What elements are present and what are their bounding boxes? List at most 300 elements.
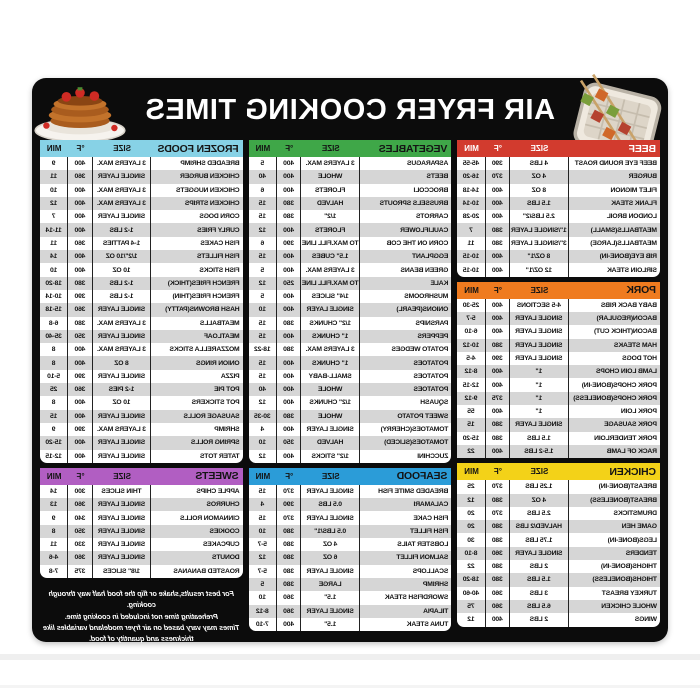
table-row [40,538,243,551]
food-name: HASH BROWNS(PATTY) [165,306,240,314]
food-size: SINGLE LAYER [93,498,152,511]
food-size: 3 LAYERS MAX. [93,343,152,356]
food-name: SHRIMP [214,426,240,434]
food-min: 4-5 [457,352,485,365]
table-row [249,485,452,498]
food-name: BROCCOLI [413,186,449,194]
footer-note-line: For best results,shake or flip the food half way through cooking. [48,588,234,610]
food-temp: 300 [68,485,92,498]
table-row [249,551,452,564]
food-name: PARSNIPS [415,319,449,327]
table-row [249,184,452,197]
food-size: 2.5 LBS [510,507,569,520]
table-row [249,303,452,316]
food-temp: 400 [68,410,92,423]
table-row [249,210,452,223]
food-min: 8-12 [457,365,485,378]
food-size: FLORETS [301,184,360,197]
col-header-size: SIZE [321,144,340,153]
food-size: 3 LAYERS MAX. [93,197,152,210]
table-row [457,365,660,378]
food-name: MEATLOAF [204,333,240,340]
food-name: FISH FILLETS [197,253,240,261]
table-row [457,560,660,573]
food-size: HALVED [301,197,360,210]
food-name: PEPPERS [417,333,449,340]
food-temp: 400 [486,184,510,197]
food-size: 1.75 LBS [510,533,569,546]
food-temp: 400 [486,613,510,626]
table-row [249,578,452,591]
col-header-min: MIN [255,144,271,153]
food-min: 9 [40,423,68,436]
food-size: 3"/SINGLE LAYER [510,237,569,250]
section-title: SWEETS [195,470,239,483]
food-size: 1/2" [301,210,360,223]
food-temp: 390 [68,290,92,303]
food-size: 3 LAYERS MAX. [93,317,152,330]
food-size: FLORETS [301,223,360,236]
food-name: HAM STEAKS [614,341,657,349]
food-temp: 380 [277,565,301,578]
footer-note-line: Preheating time not included in cooking time. [64,611,218,621]
food-name: TATER TOTS [200,452,240,460]
food-min: 6 [249,184,277,197]
food-temp: 400 [277,396,301,409]
col-header-temp: °F [76,144,85,153]
food-size: 12 OZ/1" [510,263,569,276]
table-row [457,507,660,520]
food-temp: 400 [277,223,301,236]
food-name: POTATO WEDGES [391,346,449,354]
footer-note-line: Times may vary based on air fryer modeland variables like [43,622,240,632]
col-header-size: SIZE [530,467,549,477]
food-min: 18-20 [457,573,485,586]
food-min: 11 [457,237,485,250]
food-min: 12 [40,197,68,210]
table-row [249,410,452,423]
food-size: 6 OZ [301,551,360,564]
food-size: SINGLE LAYER [510,418,569,431]
table-row [249,263,452,276]
food-size: THIN SLICES [93,485,152,498]
food-name: SWEET POTATO [397,412,449,420]
table-row [249,170,452,183]
food-temp: 380 [486,494,510,507]
table-row [457,405,660,418]
table-row [457,392,660,405]
food-size: 2 LBS [510,560,569,573]
food-temp: 340 [68,511,92,524]
food-min: 15 [249,210,277,223]
food-temp: 400 [486,210,510,223]
food-temp: 400 [277,250,301,263]
food-size: SINGLE LAYER [301,485,360,498]
food-name: CORN ON THE COB [386,239,449,247]
food-name: SIRLOIN STEAK [607,266,657,274]
food-size: 3 LAYERS MAX. [93,184,152,197]
food-min: 15 [249,370,277,383]
food-temp: 400 [277,356,301,369]
food-name: PORK LOIN [621,408,657,416]
food-size: 2 LBS [510,613,569,626]
table-row [457,547,660,560]
food-temp: 390 [277,498,301,511]
food-name: SQUASH [420,399,449,407]
food-size: 1-2 LBS [93,223,152,236]
food-temp: 380 [486,237,510,250]
table-row [457,587,660,600]
food-temp: 400 [277,618,301,631]
food-temp: 400 [277,170,301,183]
food-name: TILAPIA [423,607,449,615]
section-header [457,140,660,157]
food-temp: 400 [486,299,510,312]
food-size: 0.5 LBS [301,498,360,511]
food-size: 3 LAYERS MAX. [93,423,152,436]
food-name: ZUCCHINI [417,452,449,460]
table-row [249,538,452,551]
food-name: POTATOES [413,359,449,367]
food-name: TOMATOES(SLICED) [384,439,449,447]
food-size: SINGLE LAYER [510,352,569,365]
food-min: 10-12 [457,339,485,352]
food-size: 1/2"/10 OZ [93,250,152,263]
food-size: WHOLE [301,170,360,183]
food-min: 7-10 [249,618,277,631]
table-row [457,325,660,338]
food-name: CORN DOGS [199,213,240,221]
food-size: 1/2" CHUNKS [301,396,360,409]
col-header-size: SIZE [113,471,131,481]
table-row [249,277,452,290]
food-temp: 400 [277,263,301,276]
food-min: 12 [457,494,485,507]
food-temp: 380 [486,418,510,431]
pancakes-plate-image [32,80,128,144]
table-row [40,250,243,263]
table-row [249,511,452,524]
food-name: LOBSTER TAILS [397,541,449,549]
food-temp: 350 [68,525,92,538]
table-row [249,343,452,356]
section-rows [40,157,243,463]
col-header-min: MIN [255,471,271,481]
food-temp: 380 [486,432,510,445]
food-name: POT PIE [214,386,240,394]
food-size: 1" [510,365,569,378]
table-row [249,436,452,449]
table-row [40,170,243,183]
table-row [40,317,243,330]
food-size: 8 OZ/1" [510,250,569,263]
food-temp: 360 [68,237,92,250]
table-row [457,157,660,170]
food-min: 25-30 [457,299,485,312]
food-min: 40 [249,383,277,396]
food-min: 15 [249,250,277,263]
title-bar [32,78,668,140]
food-temp: 380 [277,578,301,591]
food-min: 40 [249,170,277,183]
table-row [249,157,452,170]
food-size: SINGLE LAYER [510,339,569,352]
table-row [40,184,243,197]
food-size: 1/2" STICKS [301,450,360,463]
food-min: 25 [40,383,68,396]
food-name: FRENCH FRIES(THIN) [172,293,240,301]
section-sweets [40,468,243,578]
food-size: HALVED/2 LBS [510,520,569,533]
food-temp: 400 [68,157,92,170]
food-min: 12-15 [40,450,68,463]
col-header-temp: °F [76,471,85,481]
food-temp: 370 [486,170,510,183]
food-temp: 380 [277,525,301,538]
food-name: DONUTS [212,554,240,562]
food-temp: 350 [277,436,301,449]
food-temp: 380 [277,410,301,423]
food-size: SINGLE LAYER [93,436,152,449]
food-temp: 400 [486,312,510,325]
section-rows [457,157,660,277]
food-name: CURLY FRIES [197,226,240,234]
table-row [457,352,660,365]
column-beef-pork-chicken [457,140,660,634]
tables-grid [40,140,660,644]
food-size: 4-5 SECTIONS [510,299,569,312]
food-size: SINGLE LAYER [93,525,152,538]
food-min: 6-10 [457,325,485,338]
table-row [457,432,660,445]
food-size: SINGLE LAYER [301,605,360,618]
col-header-size: SIZE [113,144,131,153]
food-temp: 390 [68,370,92,383]
food-temp: 375 [486,392,510,405]
food-temp: 400 [486,405,510,418]
table-row [249,605,452,618]
food-size: SMALL-BABY [301,370,360,383]
food-name: WHOLE CHICKEN [601,603,657,611]
table-row [40,498,243,511]
food-name: BEETS [426,173,449,181]
table-row [249,591,452,604]
food-min: 8 [40,396,68,409]
food-size: SINGLE LAYER [93,303,152,316]
food-size: 1" [510,378,569,391]
food-name: BURGER [628,173,657,181]
food-min: 5 [249,290,277,303]
food-size: SINGLE LAYER [510,312,569,325]
food-temp: 380 [277,197,301,210]
food-min: 5-7 [249,565,277,578]
food-name: SWORDFISH STEAK [384,594,449,602]
food-name: FISH CAKE [413,514,449,522]
table-row [249,498,452,511]
food-min: 7 [40,210,68,223]
food-temp: 400 [486,250,510,263]
food-size: WHOLE [301,383,360,396]
air-fryer-chart-poster [32,78,668,642]
food-name: MEATBALLS [200,319,240,327]
table-row [457,184,660,197]
food-size: 1/4" SLICES [301,290,360,303]
food-temp: 400 [277,423,301,436]
food-name: KALE [430,279,449,287]
food-size: TO MAX.FILL LINE [301,237,360,250]
food-name: BRUSSELS SPROUTS [379,200,449,208]
food-name: FISH STICKS [199,266,240,274]
table-row [457,533,660,546]
section-title: FROZEN FOODS [157,142,239,155]
table-row [457,237,660,250]
food-name: FISH FILLET [410,527,449,535]
food-min: 5 [249,157,277,170]
table-row [249,250,452,263]
table-row [40,277,243,290]
food-size: 6.5 LBS [510,600,569,613]
food-min: 6-8 [40,317,68,330]
food-min: 22 [457,445,485,458]
food-min: 30 [457,533,485,546]
food-temp: 400 [68,250,92,263]
food-min: 55 [457,405,485,418]
food-temp: 400 [68,356,92,369]
food-temp: 360 [68,498,92,511]
food-name: PIZZA [221,372,240,380]
food-min: 20 [457,507,485,520]
food-temp: 360 [68,383,92,396]
table-row [457,263,660,276]
food-min: 10 [249,303,277,316]
food-min: 11-14 [40,223,68,236]
food-temp: 370 [486,480,510,493]
table-row [40,485,243,498]
food-size: SINGLE LAYER [93,330,152,343]
food-size: SINGLE LAYER [93,170,152,183]
food-temp: 360 [486,587,510,600]
food-name: LONDON BROIL [606,213,657,221]
food-name: CUPCAKES [203,541,240,549]
col-header-min: MIN [464,285,479,295]
food-temp: 380 [277,317,301,330]
food-temp: 380 [277,538,301,551]
food-size: 1.5" [301,591,360,604]
food-min: 15-20 [457,432,485,445]
food-min: 9 [40,511,68,524]
food-min: 10 [249,525,277,538]
col-header-min: MIN [46,471,62,481]
table-row [40,290,243,303]
table-row [249,423,452,436]
food-name: CARROTS [416,213,449,221]
table-row [249,223,452,236]
section-pork [457,282,660,459]
food-temp: 400 [68,450,92,463]
food-name: SHRIMP [423,581,449,589]
food-min: 4 [249,498,277,511]
table-row [40,210,243,223]
food-min: 11 [40,237,68,250]
table-row [40,330,243,343]
food-name: CHICKEN BURGER [180,173,240,181]
food-size: SINGLE LAYER [93,210,152,223]
food-min: 8 [40,356,68,369]
food-size: 3 LBS [510,587,569,600]
food-name: GAME HEN [621,523,657,531]
food-min: 12 [249,396,277,409]
food-size: SINGLE LAYER [510,547,569,560]
food-min: 11 [40,538,68,551]
table-row [249,330,452,343]
food-size: 1"/SINGLE LAYER [510,223,569,236]
col-header-temp: °F [493,144,502,153]
food-temp: 250 [277,277,301,290]
food-temp: 400 [277,157,301,170]
food-name: MEATBALLS(LARGE) [590,239,657,247]
food-size: WHOLE [301,410,360,423]
table-row [457,480,660,493]
section-title: SEAFOOD [396,470,448,483]
food-min: 22 [457,560,485,573]
food-min: 75 [457,600,485,613]
section-rows [249,485,452,631]
food-min: 13 [40,498,68,511]
food-min: 15 [249,317,277,330]
food-min: 15 [40,410,68,423]
section-title: BEEF [628,142,656,155]
table-row [40,436,243,449]
food-name: ASPARAGUS [407,160,449,168]
section-rows [40,485,243,578]
food-size: 10 OZ [93,396,152,409]
food-min: 20 [457,520,485,533]
food-size: 3 LAYERS MAX. [301,343,360,356]
food-temp: 400 [68,343,92,356]
food-temp: 360 [68,551,92,564]
table-row [249,290,452,303]
food-name: LAMB LOIN CHOPS [596,368,657,376]
col-header-min: MIN [46,144,62,153]
food-min: 9-12 [457,392,485,405]
food-name: BREADED SMITE FISH [378,487,449,495]
col-header-temp: °F [493,285,502,295]
section-header [457,282,660,299]
food-temp: 400 [277,383,301,396]
food-temp: 380 [486,339,510,352]
food-min: 10 [249,591,277,604]
table-row [40,157,243,170]
section-frozen-foods [40,140,243,463]
table-row [249,525,452,538]
food-min: 18-22 [249,343,277,356]
food-min: 25 [457,480,485,493]
food-size: 4 OZ [510,170,569,183]
section-rows [249,157,452,463]
food-min: 10-15 [457,250,485,263]
food-min: 10 [40,184,68,197]
table-row [457,613,660,626]
food-temp: 360 [277,605,301,618]
food-name: POTATOES [413,386,449,394]
food-name: CHICKEN STRIPS [185,200,240,208]
section-title: CHICKEN [609,465,656,478]
food-name: CINNAMON ROLLS [180,514,240,522]
table-row [457,494,660,507]
table-row [249,356,452,369]
food-temp: 380 [68,317,92,330]
food-temp: 400 [68,436,92,449]
